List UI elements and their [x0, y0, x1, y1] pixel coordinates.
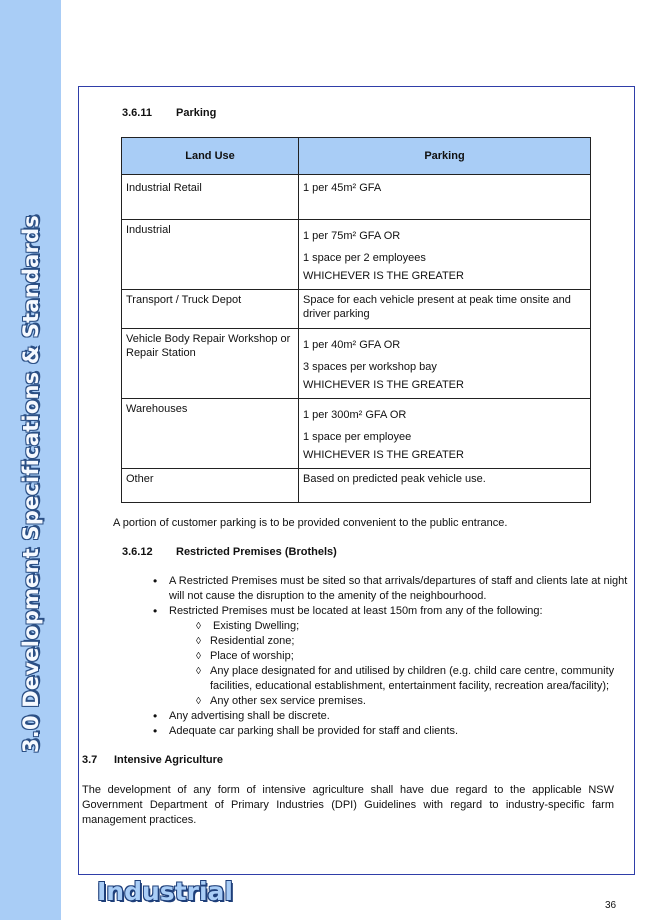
parking-cell — [299, 220, 591, 290]
land-use-cell: Warehouses — [122, 399, 299, 469]
list-item — [150, 724, 635, 739]
sub-list-item — [150, 649, 635, 664]
column-header-land-use: Land Use — [122, 138, 299, 175]
diamond-icon: ◊ — [196, 636, 201, 647]
parking-cell — [299, 290, 591, 329]
parking-line: 1 per 75m² GFA OR — [303, 230, 401, 242]
list-item — [150, 709, 635, 724]
sub-list-item — [150, 694, 635, 709]
section-number: 3.6.11 — [122, 107, 152, 119]
table-row — [122, 399, 591, 469]
parking-line: 1 per 300m² GFA OR — [303, 409, 407, 421]
table-row — [122, 175, 591, 220]
parking-line: WHICHEVER IS THE GREATER — [303, 270, 464, 282]
sub-list-item-text: Any other sex service premises. — [210, 695, 366, 707]
bullet-icon: • — [153, 604, 158, 618]
sub-list-item-text: Existing Dwelling; — [213, 620, 300, 632]
section-heading-parking — [122, 107, 217, 119]
list-item — [150, 604, 635, 619]
parking-cell — [299, 469, 591, 503]
diamond-icon: ◊ — [196, 666, 201, 677]
parking-line: WHICHEVER IS THE GREATER — [303, 449, 464, 461]
list-item-text: Restricted Premises must be located at least 150m from any of the following: — [169, 605, 543, 617]
land-use-cell: Transport / Truck Depot — [122, 290, 299, 329]
section-title: Parking — [176, 107, 217, 119]
column-header-parking: Parking — [299, 138, 591, 175]
sub-list-item — [150, 619, 635, 634]
sub-list-item-text: Any place designated for and utilised by children (e.g. child care centre, community facilities, educational establishment, entertainment facility, recreation area/facility); — [210, 665, 615, 692]
parking-line: WHICHEVER IS THE GREATER — [303, 379, 464, 391]
parking-line: 3 spaces per workshop bay — [303, 361, 437, 373]
bullet-icon: • — [153, 574, 158, 588]
table-header-row — [122, 138, 591, 175]
section-heading-restricted-premises — [122, 546, 337, 558]
intensive-agriculture-body: The development of any form of intensive agriculture shall have due regard to the applicable NSW Government Department of Primary Industries (DPI) Guidelines with regard to industry-specific farm management practices. — [82, 784, 614, 826]
land-use-cell: Industrial Retail — [122, 175, 299, 220]
diamond-icon: ◊ — [196, 696, 201, 707]
parking-cell — [299, 175, 591, 220]
parking-cell — [299, 399, 591, 469]
list-item-text: A Restricted Premises must be sited so that arrivals/departures of staff and clients late at night will not cause the disruption to the amenity of the neighbourhood. — [169, 575, 628, 602]
table-row — [122, 329, 591, 399]
parking-line: Based on predicted peak vehicle use. — [303, 473, 486, 485]
section-number: 3.7 — [82, 754, 98, 766]
parking-line: 1 space per employee — [303, 431, 412, 443]
table-row — [122, 220, 591, 290]
page-number: 36 — [605, 900, 617, 911]
parking-cell — [299, 329, 591, 399]
section-heading-intensive-agriculture — [82, 754, 224, 766]
restricted-premises-list — [150, 574, 635, 739]
sub-list-item — [150, 664, 635, 694]
parking-line: 1 space per 2 employees — [303, 252, 426, 264]
list-item-text: Adequate car parking shall be provided for staff and clients. — [169, 725, 459, 737]
sub-list-item-text: Place of worship; — [210, 650, 294, 662]
list-item-text: Any advertising shall be discrete. — [169, 710, 330, 722]
section-number: 3.6.12 — [122, 546, 153, 558]
section-title: Restricted Premises (Brothels) — [176, 546, 337, 558]
parking-line: 1 per 45m² GFA — [303, 182, 382, 194]
table-row — [122, 469, 591, 503]
diamond-icon: ◊ — [196, 621, 201, 632]
land-use-cell: Other — [122, 469, 299, 503]
footer-title: Industrial — [97, 877, 233, 906]
table-row — [122, 290, 591, 329]
land-use-cell: Industrial — [122, 220, 299, 290]
sub-list-item — [150, 634, 635, 649]
sidebar-band — [0, 0, 61, 920]
sub-list-item-text: Residential zone; — [210, 635, 295, 647]
parking-note: A portion of customer parking is to be provided convenient to the public entrance. — [113, 517, 508, 529]
bullet-icon: • — [153, 724, 158, 738]
list-item — [150, 574, 635, 604]
diamond-icon: ◊ — [196, 651, 201, 662]
parking-table — [121, 137, 591, 503]
parking-line: Space for each vehicle present at peak time onsite and driver parking — [303, 294, 571, 320]
section-title: Intensive Agriculture — [114, 754, 224, 766]
land-use-cell: Vehicle Body Repair Workshop or Repair Station — [122, 329, 299, 399]
bullet-icon: • — [153, 709, 158, 723]
sidebar-title: 3.0 Development Specifications & Standards — [19, 214, 43, 754]
parking-line: 1 per 40m² GFA OR — [303, 339, 401, 351]
